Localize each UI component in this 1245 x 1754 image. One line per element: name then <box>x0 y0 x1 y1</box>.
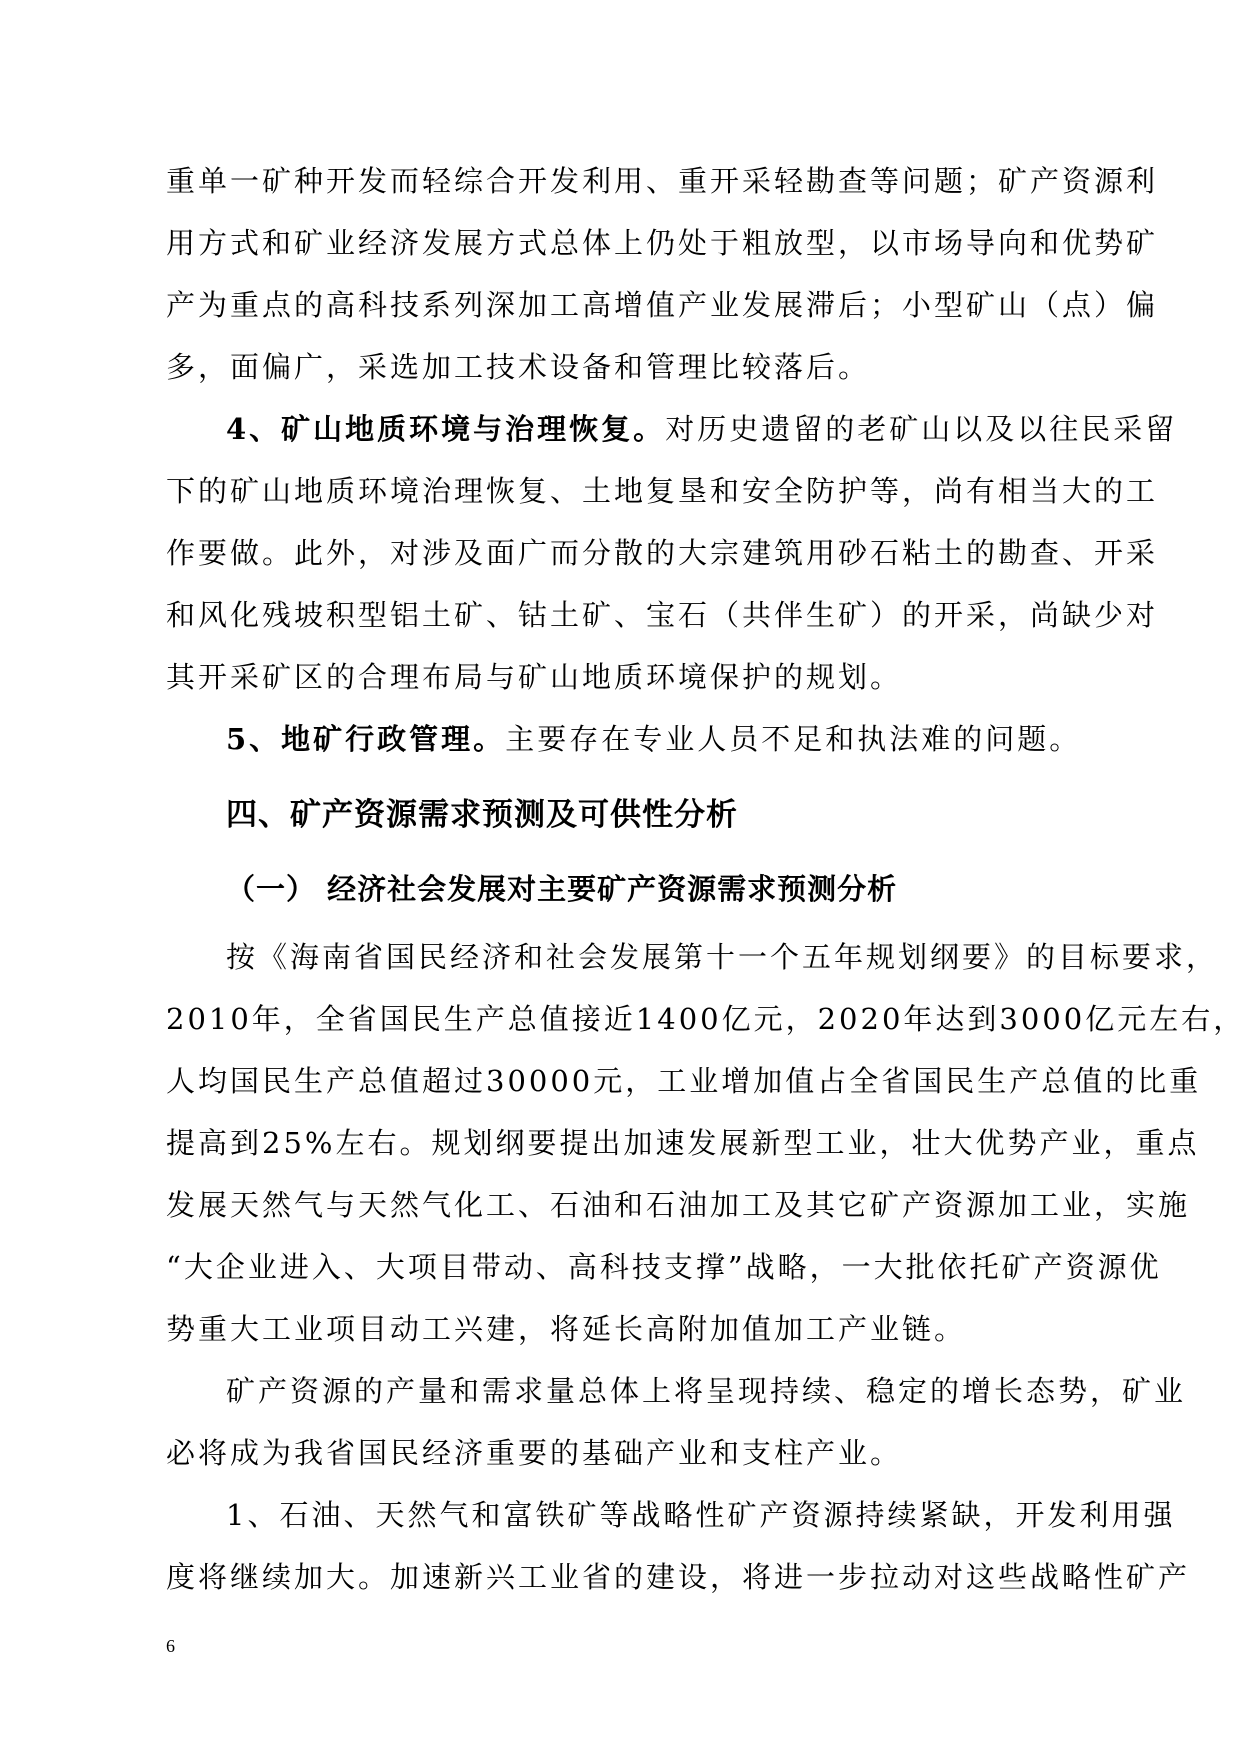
body-text-line: 和风化残坡积型铝土矿、钴土矿、宝石（共伴生矿）的开采，尚缺少对 <box>166 598 1159 632</box>
body-text-line: 用方式和矿业经济发展方式总体上仍处于粗放型，以市场导向和优势矿 <box>166 226 1159 260</box>
document-page <box>166 150 1245 1608</box>
body-text-line: 多，面偏广，采选加工技术设备和管理比较落后。 <box>166 350 871 384</box>
item4-title: 4、矿山地质环境与治理恢复。 <box>226 412 666 446</box>
page-number: 6 <box>166 1636 175 1656</box>
subsection-heading: （一） 经济社会发展对主要矿产资源需求预测分析 <box>226 872 898 906</box>
body-text-line: 2010年，全省国民生产总值接近1400亿元，2020年达到3000亿元左右， <box>166 1002 1245 1036</box>
item4-first-line <box>166 398 1178 460</box>
body-text-line: “大企业进入、大项目带动、高科技支撑”战略，一大批依托矿产资源优 <box>166 1250 1162 1284</box>
body-text-line: 下的矿山地质环境治理恢复、土地复垦和安全防护等，尚有相当大的工 <box>166 474 1159 508</box>
body-text-line: 作要做。此外，对涉及面广而分散的大宗建筑用砂石粘土的勘查、开采 <box>166 536 1159 570</box>
body-text-line: 1、石油、天然气和富铁矿等战略性矿产资源持续紧缺，开发利用强 <box>226 1498 1176 1532</box>
body-text-line: 发展天然气与天然气化工、石油和石油加工及其它矿产资源加工业，实施 <box>166 1188 1191 1222</box>
body-text-line: 矿产资源的产量和需求量总体上将呈现持续、稳定的增长态势，矿业 <box>226 1374 1187 1408</box>
item5-text: 主要存在专业人员不足和执法难的问题。 <box>505 722 1082 756</box>
body-text-line: 人均国民生产总值超过30000元，工业增加值占全省国民生产总值的比重 <box>166 1064 1202 1098</box>
body-text-line: 提高到25%左右。规划纲要提出加速发展新型工业，壮大优势产业，重点 <box>166 1126 1200 1160</box>
body-text-line: 按《海南省国民经济和社会发展第十一个五年规划纲要》的目标要求， <box>226 940 1219 974</box>
body-text-line: 必将成为我省国民经济重要的基础产业和支柱产业。 <box>166 1436 903 1470</box>
item4-text: 对历史遗留的老矿山以及以往民采留 <box>665 412 1178 446</box>
item5-title: 5、地矿行政管理。 <box>226 722 506 756</box>
body-text-line: 产为重点的高科技系列深加工高增值产业发展滞后；小型矿山（点）偏 <box>166 288 1159 322</box>
item5-line <box>166 708 1082 770</box>
body-text-line: 重单一矿种开发而轻综合开发利用、重开采轻勘查等问题；矿产资源利 <box>166 164 1159 198</box>
section-heading: 四、矿产资源需求预测及可供性分析 <box>226 797 738 833</box>
body-text-line: 势重大工业项目动工兴建，将延长高附加值加工产业链。 <box>166 1312 967 1346</box>
body-text-line: 其开采矿区的合理布局与矿山地质环境保护的规划。 <box>166 660 903 694</box>
body-text-line: 度将继续加大。加速新兴工业省的建设，将进一步拉动对这些战略性矿产 <box>166 1560 1191 1594</box>
